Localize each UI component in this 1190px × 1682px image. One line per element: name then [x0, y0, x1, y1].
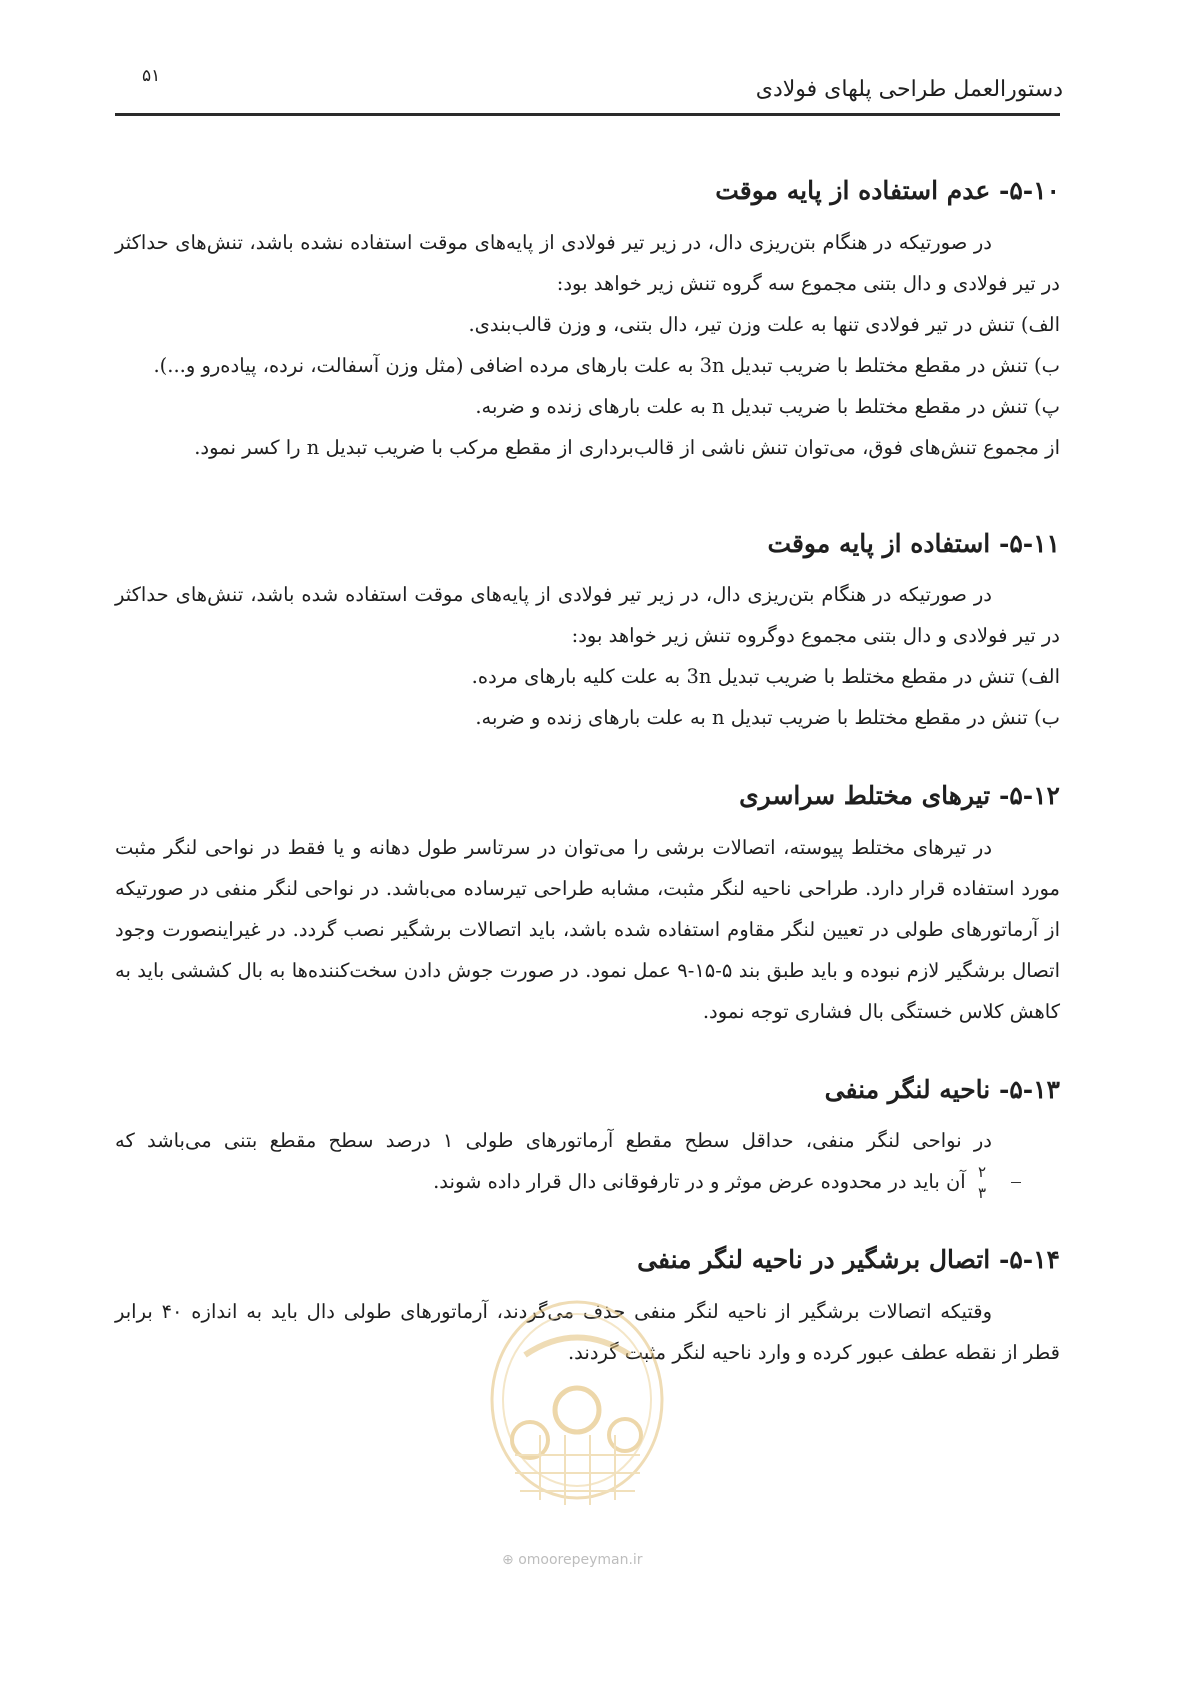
paragraph-text: آن باید در محدوده عرض موثر و در تارفوقانی دال قرار داده شوند.	[433, 1170, 966, 1193]
paragraph: از مجموع تنش‌های فوق، می‌توان تنش ناشی از قالب‌برداری از مقطع مرکب با ضریب تبدیل n را کسر نمود.	[194, 435, 1060, 459]
section-5-12	[115, 780, 1060, 1032]
paragraph-text: در نواحی لنگر منفی، حداقل سطح مقطع آرماتورهای طولی ۱ درصد سطح مقطع بتنی می‌باشد که	[115, 1129, 992, 1152]
paragraph: در صورتیکه در هنگام بتن‌ریزی دال، در زیر تیر فولادی از پایه‌های موقت استفاده شده باشد، تنش‌های حداکثر در تیر فولادی و دال بتنی مجموع دوگروه تنش زیر خواهد بود:	[115, 583, 1060, 647]
section-heading: ۵-۱۱- استفاده از پایه موقت	[767, 528, 1060, 558]
section-5-13	[115, 1074, 1060, 1203]
list-item: الف) تنش در تیر فولادی تنها به علت وزن تیر، دال بتنی، و وزن قالب‌بندی.	[468, 312, 1060, 336]
page-number: ۵۱	[142, 66, 161, 86]
watermark-url	[502, 1552, 643, 1568]
fraction-bar	[1011, 1182, 1021, 1183]
list-item: ب) تنش در مقطع مختلط با ضریب تبدیل 3n به علت بارهای مرده اضافی (مثل وزن آسفالت، نرده، پیاده‌رو و...).	[153, 353, 1060, 377]
fraction-denominator: ۳	[977, 1184, 986, 1202]
fraction-two-thirds	[978, 1164, 1054, 1201]
page-body	[115, 175, 1060, 1415]
globe-icon: ⊕	[502, 1552, 514, 1568]
list-item: ب) تنش در مقطع مختلط با ضریب تبدیل n به علت بارهای زنده و ضربه.	[475, 706, 1060, 729]
watermark-url-text: omoorepeyman.ir	[518, 1552, 643, 1568]
section-heading: ۵-۱۰- عدم استفاده از پایه موقت	[715, 176, 1060, 205]
section-heading: ۵-۱۲- تیرهای مختلط سراسری	[739, 781, 1060, 810]
list-item: الف) تنش در مقطع مختلط با ضریب تبدیل 3n به علت کلیه بارهای مرده.	[471, 665, 1060, 688]
watermark-stamp-logo	[485, 1295, 670, 1535]
section-heading: ۵-۱۳- ناحیه لنگر منفی	[824, 1074, 1060, 1104]
paragraph: وقتیکه اتصالات برشگیر از ناحیه لنگر منفی حذف می‌گردند، آرماتورهای طولی دال باید به اندازه ۴۰ برابر قطر از نقطه عطف عبور کرده و وارد ناحیه لنگر مثبت گردند.	[115, 1299, 1060, 1364]
running-header: دستورالعمل طراحی پلهای فولادی	[755, 77, 1063, 102]
section-heading: ۵-۱۴- اتصال برشگیر در ناحیه لنگر منفی	[637, 1245, 1060, 1274]
section-5-10	[115, 175, 1060, 468]
fraction-numerator: ۲	[977, 1163, 986, 1181]
list-item: پ) تنش در مقطع مختلط با ضریب تبدیل n به علت بارهای زنده و ضربه.	[475, 394, 1060, 418]
paragraph: در تیرهای مختلط پیوسته، اتصالات برشی را می‌توان در سرتاسر طول دهانه و یا فقط در نواحی لنگر مثبت مورد استفاده قرار دارد. طراحی ناحیه لنگر مثبت، مشابه طراحی تیرساده می‌باشد. در نواحی لنگر منفی در صورتیکه از آرماتورهای طولی در تعیین لنگر مقاوم استفاده شده باشد، باید اتصالات برشگیر نصب گردد. در غیراینصورت وجود اتصال برشگیر لازم نبوده و باید طبق بند ۵-۱۵-۹ عمل نمود. در صورت جوش دادن سخت‌کننده‌ها به بال کششی باید به کاهش کلاس خستگی بال فشاری توجه نمود.	[115, 835, 1060, 1023]
paragraph	[115, 1120, 1060, 1202]
section-5-11	[115, 528, 1060, 739]
paragraph: در صورتیکه در هنگام بتن‌ریزی دال، در زیر تیر فولادی از پایه‌های موقت استفاده نشده باشد، تنش‌های حداکثر در تیر فولادی و دال بتنی مجموع سه گروه تنش زیر خواهد بود:	[115, 230, 1060, 295]
header-rule	[115, 113, 1060, 116]
